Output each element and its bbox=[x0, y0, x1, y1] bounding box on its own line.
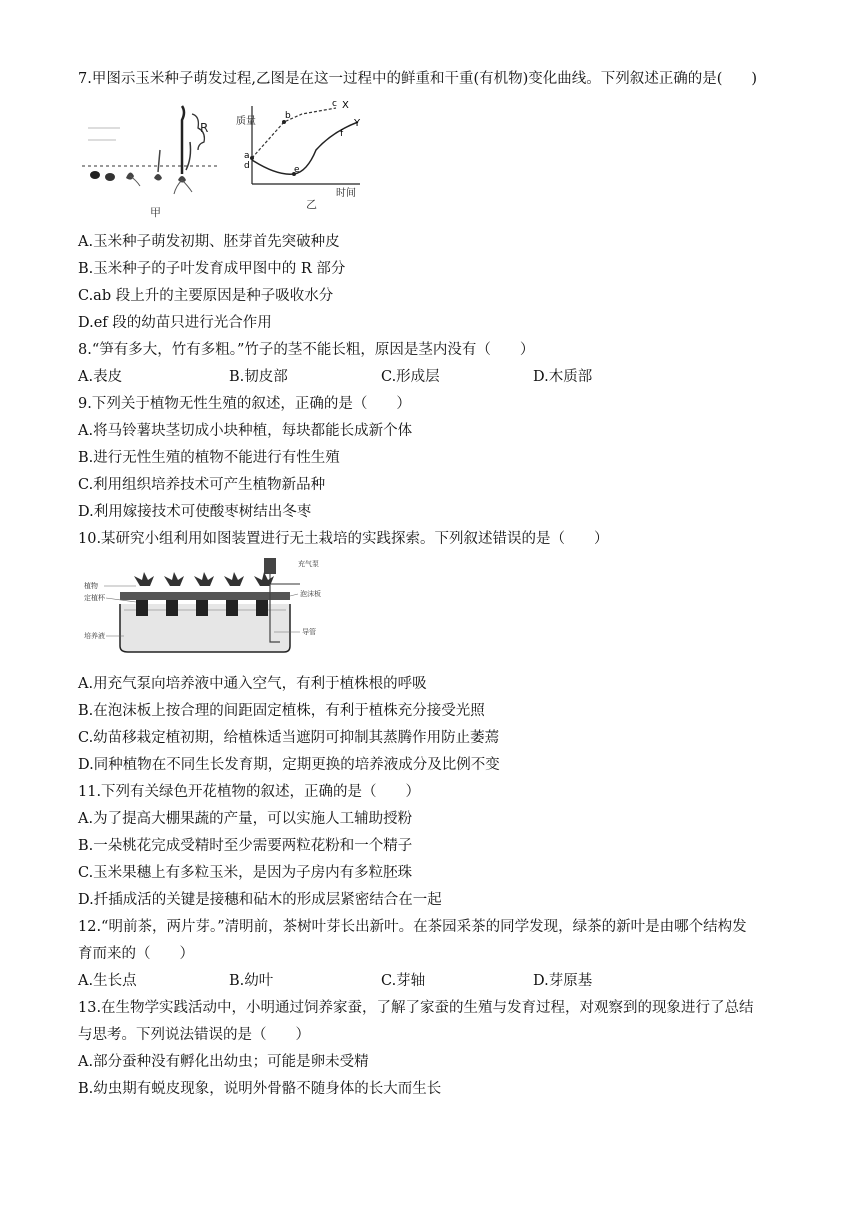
q7-stem: 7.甲图示玉米种子萌发过程,乙图是在这一过程中的鲜重和干重(有机物)变化曲线。下列叙述正确的是( ) bbox=[78, 71, 758, 87]
q10-label-tube: 导管 bbox=[302, 628, 316, 636]
q7-yi-curve-x: X bbox=[342, 100, 349, 111]
q8-option-b: B.韧皮部 bbox=[229, 369, 288, 385]
q11-stem: 11.下列有关绿色开花植物的叙述，正确的是（ ） bbox=[78, 784, 421, 800]
q10-figure-hydroponics bbox=[80, 556, 342, 658]
q12-stem-line1: 12.“明前茶，两片芽。”清明前，茶树叶芽长出新叶。在茶园采茶的同学发现，绿茶的新叶是由哪个结构发 bbox=[78, 919, 747, 935]
q7-yi-caption: 乙 bbox=[306, 198, 317, 210]
q7-jia-label-r: R bbox=[200, 121, 209, 135]
q7-figure-yi bbox=[232, 100, 372, 210]
q11-option-b: B.一朵桃花完成受精时至少需要两粒花粉和一个精子 bbox=[78, 838, 413, 854]
q10-label-solution: 培养液 bbox=[84, 632, 105, 640]
q9-option-d: D.利用嫁接技术可使酸枣树结出冬枣 bbox=[78, 504, 312, 520]
q11-option-a: A.为了提高大棚果蔬的产量，可以实施人工辅助授粉 bbox=[78, 811, 413, 827]
q7-option-c: C.ab 段上升的主要原因是种子吸收水分 bbox=[78, 288, 334, 304]
q13-option-b: B.幼虫期有蜕皮现象，说明外骨骼不随身体的长大而生长 bbox=[78, 1081, 442, 1097]
q8-option-a: A.表皮 bbox=[78, 369, 123, 385]
q7-jia-caption: 甲 bbox=[150, 206, 161, 219]
q10-option-d: D.同种植物在不同生长发育期，定期更换的培养液成分及比例不变 bbox=[78, 757, 500, 773]
q13-option-a: A.部分蚕种没有孵化出幼虫；可能是卵未受精 bbox=[78, 1054, 369, 1070]
q7-yi-point-c: c bbox=[332, 100, 337, 109]
q7-yi-point-b: b bbox=[285, 111, 291, 121]
q10-label-cup: 定植杯 bbox=[84, 594, 105, 602]
q9-stem: 9.下列关于植物无性生殖的叙述，正确的是（ ） bbox=[78, 396, 411, 412]
q7-yi-ylabel: 质量 bbox=[236, 116, 256, 127]
q10-option-b: B.在泡沫板上按合理的间距固定植株，有利于植株充分接受光照 bbox=[78, 703, 485, 719]
q7-yi-xlabel: 时间 bbox=[336, 188, 356, 199]
q11-option-d: D.扦插成活的关键是接穗和砧木的形成层紧密结合在一起 bbox=[78, 892, 442, 908]
q8-option-d: D.木质部 bbox=[533, 369, 593, 385]
q12-option-a: A.生长点 bbox=[78, 973, 137, 989]
q7-option-a: A.玉米种子萌发初期、胚芽首先突破种皮 bbox=[78, 234, 340, 250]
q13-stem-line1: 13.在生物学实践活动中，小明通过饲养家蚕，了解了家蚕的生殖与发育过程，对观察到的现象进行了总结 bbox=[78, 1000, 754, 1016]
q12-option-b: B.幼叶 bbox=[229, 973, 274, 989]
q7-option-d: D.ef 段的幼苗只进行光合作用 bbox=[78, 315, 272, 331]
q10-option-a: A.用充气泵向培养液中通入空气，有利于植株根的呼吸 bbox=[78, 676, 427, 692]
q10-label-pump: 充气泵 bbox=[298, 560, 319, 568]
q12-option-c: C.芽轴 bbox=[381, 973, 426, 989]
q7-yi-point-e: e bbox=[294, 165, 300, 175]
q10-option-c: C.幼苗移栽定植初期，给植株适当遮阴可抑制其蒸腾作用防止萎蔫 bbox=[78, 730, 500, 746]
q7-figure-jia bbox=[80, 100, 220, 220]
q10-label-plant: 植物 bbox=[84, 582, 98, 590]
q8-stem: 8.“笋有多大，竹有多粗。”竹子的茎不能长粗，原因是茎内没有（ ） bbox=[78, 342, 535, 358]
q7-yi-point-f: f bbox=[340, 129, 344, 139]
q7-yi-point-d: d bbox=[244, 161, 250, 171]
q7-yi-point-a: a bbox=[244, 151, 250, 161]
q7-yi-curve-y: Y bbox=[354, 118, 361, 129]
q9-option-b: B.进行无性生殖的植物不能进行有性生殖 bbox=[78, 450, 340, 466]
q13-stem-line2: 与思考。下列说法错误的是（ ） bbox=[78, 1027, 310, 1043]
q12-stem-line2: 育而来的（ ） bbox=[78, 946, 194, 962]
q10-stem: 10.某研究小组利用如图装置进行无土栽培的实践探索。下列叙述错误的是（ ） bbox=[78, 531, 609, 547]
q7-option-b: B.玉米种子的子叶发育成甲图中的 R 部分 bbox=[78, 261, 346, 277]
q8-option-c: C.形成层 bbox=[381, 369, 440, 385]
q9-option-a: A.将马铃薯块茎切成小块种植，每块都能长成新个体 bbox=[78, 423, 413, 439]
q12-option-d: D.芽原基 bbox=[533, 973, 593, 989]
q9-option-c: C.利用组织培养技术可产生植物新品种 bbox=[78, 477, 326, 493]
q11-option-c: C.玉米果穗上有多粒玉米，是因为子房内有多粒胚珠 bbox=[78, 865, 413, 881]
q10-label-foam: 泡沫板 bbox=[300, 590, 321, 598]
